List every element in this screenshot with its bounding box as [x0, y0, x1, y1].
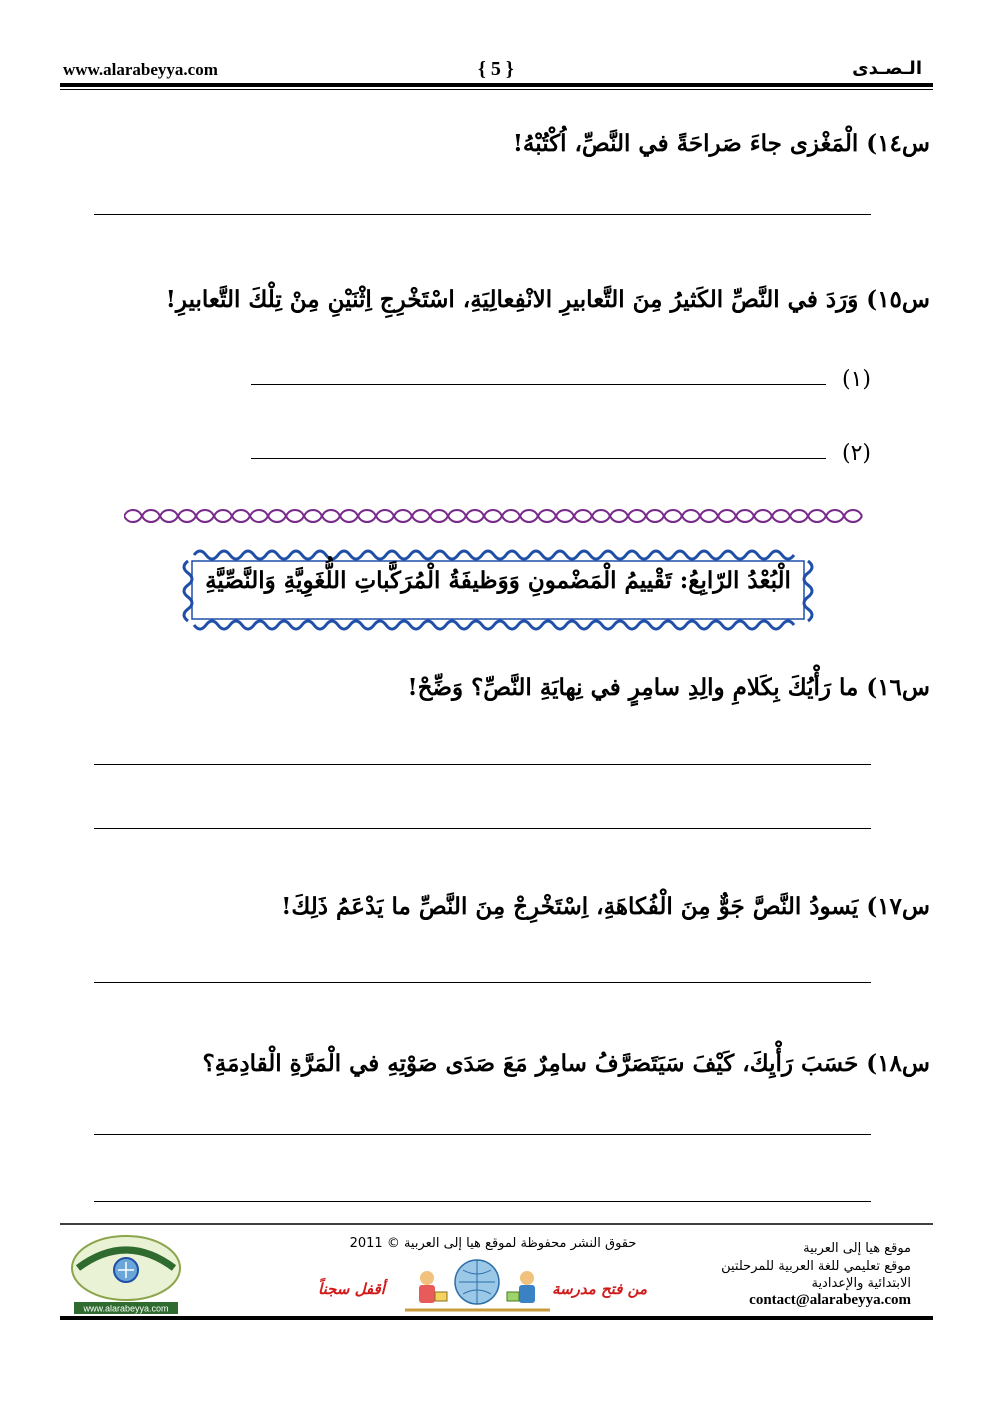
- question-17: س١٧) يَسودُ النَّصَّ جَوٌّ مِنَ الْفُكاهَةِ، اِسْتَخْرِجْ مِنَ النَّصِّ ما يَدْعَمُ ذَلِكَ!: [281, 893, 930, 920]
- section-title: الْبُعْدُ الرّابِعُ: تَقْييمُ الْمَضْمونِ وَوَظيفَةُ الْمُرَكَّباتِ اللُّغَوِيَّةِ وَالنَّصِّيَّةِ: [205, 567, 791, 594]
- answer-line[interactable]: [94, 764, 871, 765]
- site-name: موقع هيا إلى العربية: [803, 1241, 911, 1256]
- answer-line[interactable]: [251, 384, 826, 385]
- site-description-levels: الابتدائية والإعدادية: [811, 1276, 911, 1291]
- ornamental-divider: [124, 507, 868, 525]
- question-18: س١٨) حَسَبَ رَأْيِكَ، كَيْفَ سَيَتَصَرَّفُ سامِرٌ مَعَ صَدَى صَوْتِهِ في الْمَرَّةِ الْقادِمَةِ؟: [202, 1050, 930, 1077]
- logo-url: www.alarabeyya.com: [83, 1303, 169, 1314]
- document-title: الـصـدى: [852, 58, 922, 79]
- question-16: س١٦) ما رَأْيُكَ بِكَلامِ والِدِ سامِرٍ في نِهايَةِ النَّصِّ؟ وَضِّحْ!: [407, 674, 930, 701]
- answer-line[interactable]: [94, 828, 871, 829]
- answer-line[interactable]: [94, 214, 871, 215]
- slogan-left: أقفل سجناً: [318, 1280, 385, 1298]
- answer-line[interactable]: [94, 1201, 871, 1202]
- sub-item-2: (٢): [841, 441, 871, 466]
- answer-line[interactable]: [94, 1134, 871, 1135]
- site-logo: [68, 1228, 184, 1316]
- header-rule: [60, 83, 933, 87]
- answer-line[interactable]: [94, 982, 871, 983]
- contact-email[interactable]: contact@alarabeyya.com: [749, 1292, 911, 1308]
- question-15: س١٥) وَرَدَ في النَّصِّ الكَثيرُ مِنَ التَّعابيرِ الانْفِعالِيَةِ، اسْتَخْرِجِ اِثْنَيْنِ مِنْ تِلْكَ التَّعابيرِ!: [165, 286, 930, 313]
- slogan-right: من فتح مدرسة: [552, 1280, 648, 1298]
- site-description: موقع تعليمي للغة العربية للمرحلتين: [721, 1259, 911, 1274]
- copyright-notice: حقوق النشر محفوظة لموقع هيا إلى العربية © 2011: [349, 1236, 637, 1251]
- sub-item-1: (١): [841, 367, 871, 392]
- question-14: س١٤) الْمَغْزى جاءَ صَراحَةً في النَّصِّ، اُكْتُبْهُ!: [512, 130, 930, 157]
- answer-line[interactable]: [251, 458, 826, 459]
- page-number: { 5 }: [478, 58, 514, 80]
- header-rule-thin: [60, 89, 933, 90]
- site-url: www.alarabeyya.com: [63, 60, 218, 79]
- reading-children-clipart: [405, 1256, 550, 1314]
